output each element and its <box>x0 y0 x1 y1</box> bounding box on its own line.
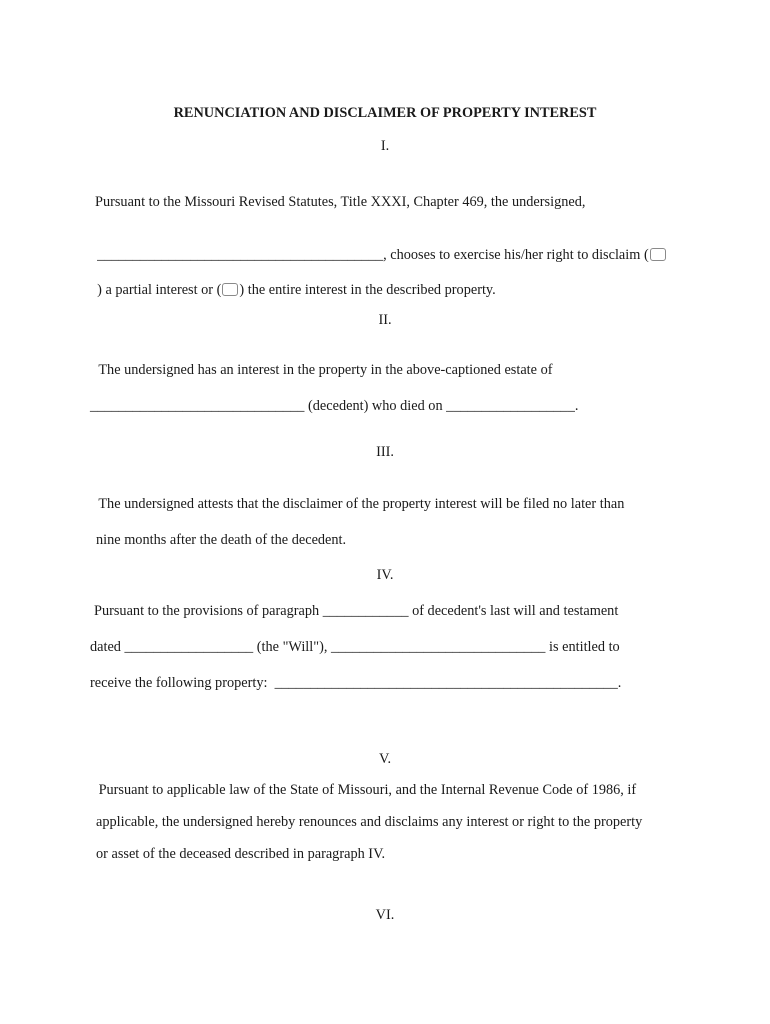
partial-interest-checkbox[interactable] <box>650 248 666 261</box>
section-3-line-1: The undersigned attests that the disclaimer of the property interest will be filed no later than <box>95 496 625 512</box>
section-4-line-1: Pursuant to the provisions of paragraph ____________ of decedent's last will and testament <box>94 603 619 619</box>
section-5-line-2: applicable, the undersigned hereby renounces and disclaims any interest or right to the property <box>96 814 643 830</box>
section-heading-5: V. <box>378 751 392 767</box>
section-heading-4: IV. <box>376 567 394 583</box>
section-2-line-1: The undersigned has an interest in the property in the above-captioned estate of <box>95 362 553 378</box>
section-1-line-2 <box>90 228 667 264</box>
section-5-line-1: Pursuant to applicable law of the State of Missouri, and the Internal Revenue Code of 1986, if <box>95 782 637 798</box>
section-heading-3: III. <box>376 444 394 460</box>
section-5-line-3: or asset of the deceased described in paragraph IV. <box>96 846 386 862</box>
entire-interest-checkbox[interactable] <box>222 283 238 296</box>
section-1-line-3-text-b: ) the entire interest in the described property. <box>239 282 496 298</box>
section-1-line-3 <box>90 263 496 299</box>
section-heading-6: VI. <box>375 907 395 923</box>
section-heading-2: II. <box>378 312 392 328</box>
document-title: RENUNCIATION AND DISCLAIMER OF PROPERTY INTEREST <box>173 105 597 121</box>
section-1-line-2-text: ________________________________________, chooses to exercise his/her right to disclaim ( <box>97 247 649 263</box>
section-2-line-2: ______________________________ (decedent) who died on __________________. <box>90 398 579 414</box>
section-4-line-2: dated __________________ (the "Will"), ______________________________ is entitled to <box>90 639 620 655</box>
section-3-line-2: nine months after the death of the decedent. <box>96 532 347 548</box>
section-heading-1: I. <box>380 138 390 154</box>
section-4-line-3: receive the following property: ________________________________________________. <box>90 675 622 691</box>
section-1-line-3-text-a: ) a partial interest or ( <box>97 282 222 298</box>
section-1-line-1: Pursuant to the Missouri Revised Statutes, Title XXXI, Chapter 469, the undersigned, <box>95 194 586 210</box>
